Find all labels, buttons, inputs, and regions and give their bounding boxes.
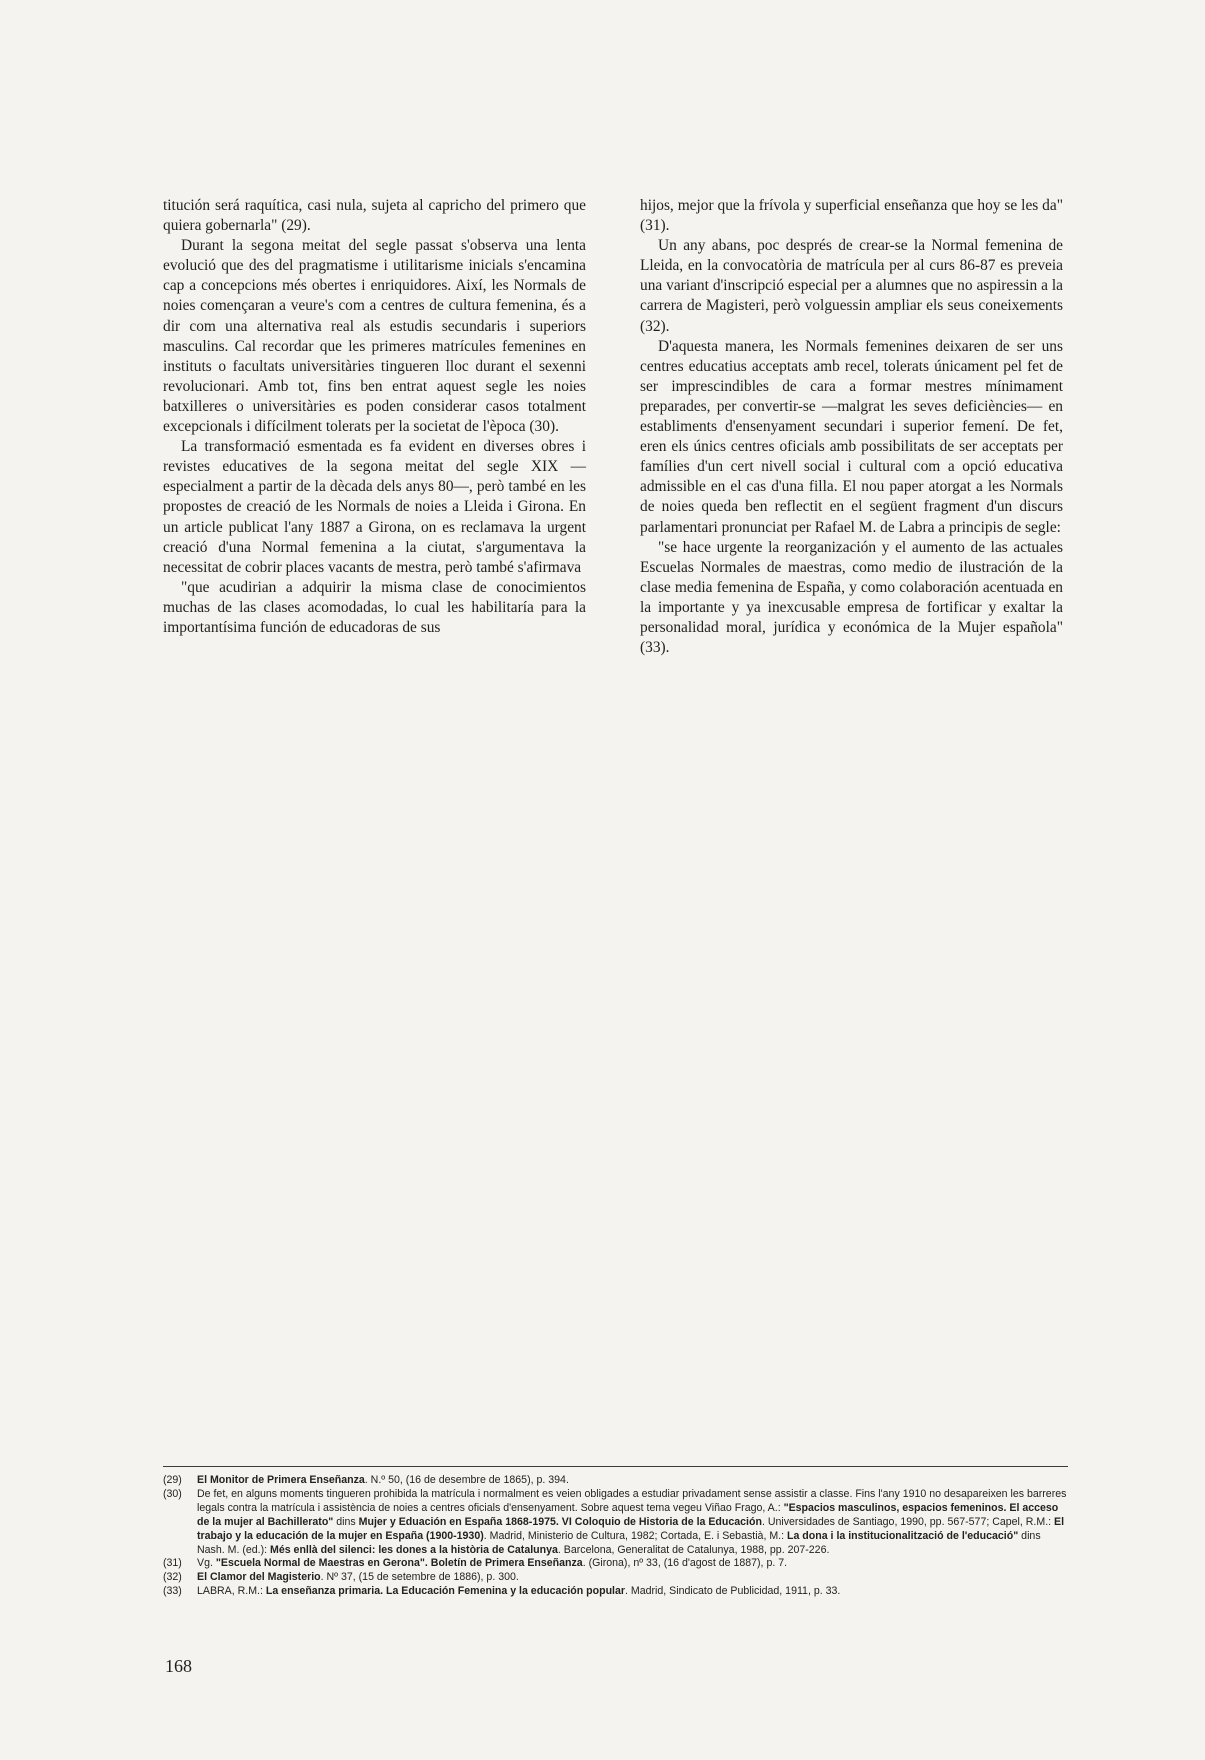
footnote-run: dins Nash. M. (ed.):	[197, 1529, 1041, 1556]
footnote-title: El trabajo y la educación de la mujer en España (1900-1930)	[197, 1515, 1065, 1542]
paragraph: Durant la segona meitat del segle passat s'observa una lenta evolució que des del pragmatisme i utilitarisme inicials s'encamina cap a concepcions més obertes i enriquidores. Així, les Normals de noies començaran a veure's com a centres de cultura femenina, és a dir com una alternativa real als estudis secundaris i superiors masculins. Cal recordar que les primeres matrícules femenines en instituts o facultats universitàries tingueren lloc durant el sexenni revolucionari. Amb tot, fins ben entrat aquest segle les noies batxilleres o universitàries es poden considerar casos totalment excepcionals i difícilment tolerats per la societat de l'època (30).	[163, 237, 586, 436]
footnote-text	[197, 1488, 1068, 1558]
footnote-29	[163, 1474, 1068, 1488]
footnote-run: . N.º 50, (16 de desembre de 1865), p. 394.	[364, 1474, 569, 1486]
footnote-title: La enseñanza primaria. La Educación Femenina y la educación popular	[265, 1585, 625, 1598]
footnote-text	[197, 1557, 1068, 1571]
page-number: 168	[165, 1656, 192, 1676]
footnote-title: El Monitor de Primera Enseñanza	[197, 1474, 365, 1486]
footnote-title: "Escuela Normal de Maestras en Gerona". Boletín de Primera Enseñanza	[215, 1557, 583, 1570]
footnote-run: dins	[333, 1515, 359, 1528]
footnote-title: El Clamor del Magisterio	[197, 1571, 321, 1584]
footnote-run: De fet, en alguns moments tingueren prohibida la matrícula i normalment es veien obligades a estudiar privadament sense assistir a classe. Fins l'any 1910 no desapareixen les barreres legals contra la matrícula i assistència de noies a centres oficials d'ensenyament. Sobre aquest tema vegeu Viñao Frago, A.:	[197, 1487, 1067, 1514]
footnote-number: (31)	[163, 1557, 182, 1570]
footnote-run: . Nº 37, (15 de setembre de 1886), p. 300.	[320, 1571, 519, 1584]
footnote-text	[197, 1585, 1068, 1599]
quote-paragraph: "que acudirian a adquirir la misma clase de conocimientos muchas de las clases acomodadas, lo cual les habilitaría para la importantísima función de educadoras de sus	[163, 578, 586, 636]
footnote-run: . Barcelona, Generalitat de Catalunya, 1988, pp. 207-226.	[557, 1543, 830, 1556]
footnote-run: . Universidades de Santiago, 1990, pp. 567-577; Capel, R.M.:	[761, 1515, 1055, 1528]
footnote-number: (32)	[163, 1571, 182, 1584]
footnote-text	[197, 1571, 1068, 1585]
footnote-run: LABRA, R.M.:	[197, 1585, 266, 1598]
footnote-number: (33)	[163, 1585, 182, 1598]
footnote-33	[163, 1585, 1068, 1599]
footnote-run: . (Girona), nº 33, (16 d'agost de 1887), p. 7.	[582, 1557, 788, 1570]
footnote-number: (30)	[163, 1487, 182, 1500]
paragraph: Un any abans, poc després de crear-se la Normal femenina de Lleida, en la convocatòria de matrícula per al curs 86-87 es preveia una variant d'inscripció especial per a alumnes que no aspiressin a la carrera de Magisteri, però volguessin ampliar els seus coneixements (32).	[640, 237, 1063, 335]
left-column	[163, 196, 586, 638]
footnote-run: . Madrid, Ministerio de Cultura, 1982; Cortada, E. i Sebastià, M.:	[483, 1529, 787, 1542]
right-column	[640, 196, 1063, 658]
footnote-title: Mujer y Eduación en España 1868-1975. VI Coloquio de Historia de la Educación	[358, 1515, 762, 1528]
footnote-32	[163, 1571, 1068, 1585]
footnote-run: . Madrid, Sindicato de Publicidad, 1911, p. 33.	[625, 1585, 841, 1598]
paragraph: D'aquesta manera, les Normals femenines deixaren de ser uns centres educatius acceptats amb recel, tolerats únicament pel fet de ser imprescindibles de cara a formar mestres mínimament preparades, per convertir-se —malgrat les seves deficiències— en establiments d'ensenyament secundari i superior femení. De fet, eren els únics centres oficials amb possibilitats de ser acceptats per famílies d'un cert nivell social i cultural com a opció educativa admissible en el cas d'una filla. El nou paper atorgat a les Normals de noies queda ben reflectit en el següent fragment d'un discurs parlamentari pronunciat per Rafael M. de Labra a principis de segle:	[640, 337, 1063, 536]
footnote-30	[163, 1488, 1068, 1558]
paragraph: La transformació esmentada es fa evident en diverses obres i revistes educatives de la segona meitat del segle XIX —especialment a partir de la dècada dels anys 80—, però també en les propostes de creació de les Normals de noies a Lleida i Girona. En un article publicat l'any 1887 a Girona, on es reclamava la urgent creació d'una Normal femenina a la ciutat, s'argumentava la necessitat de cobrir places vacants de mestra, però també s'afirmava	[163, 438, 586, 576]
footnote-title: Més enllà del silenci: les dones a la història de Catalunya	[270, 1543, 558, 1556]
paragraph: titución será raquítica, casi nula, sujeta al capricho del primero que quiera gobernarla" (29).	[163, 197, 586, 235]
quote-paragraph: "se hace urgente la reorganización y el aumento de las actuales Escuelas Normales de maestras, como medio de ilustración de la clase media femenina de España, y como colaboración acentuada en la importante y ya inexcusable empresa de fortificar y exaltar la personalidad moral, jurídica y económica de la Mujer española" (33).	[640, 538, 1063, 657]
paragraph: hijos, mejor que la frívola y superficial enseñanza que hoy se les da" (31).	[640, 197, 1063, 235]
footnotes	[163, 1474, 1068, 1599]
footnote-title: "Espacios masculinos, espacios femeninos. El acceso de la mujer al Bachillerato"	[197, 1501, 1059, 1528]
footnote-text	[197, 1474, 1068, 1488]
footnote-title: La dona i la institucionalització de l'educació"	[787, 1529, 1019, 1542]
footnote-divider	[163, 1466, 1068, 1467]
footnote-31	[163, 1557, 1068, 1571]
footnote-number: (29)	[163, 1474, 182, 1486]
footnote-run: Vg.	[197, 1557, 216, 1570]
